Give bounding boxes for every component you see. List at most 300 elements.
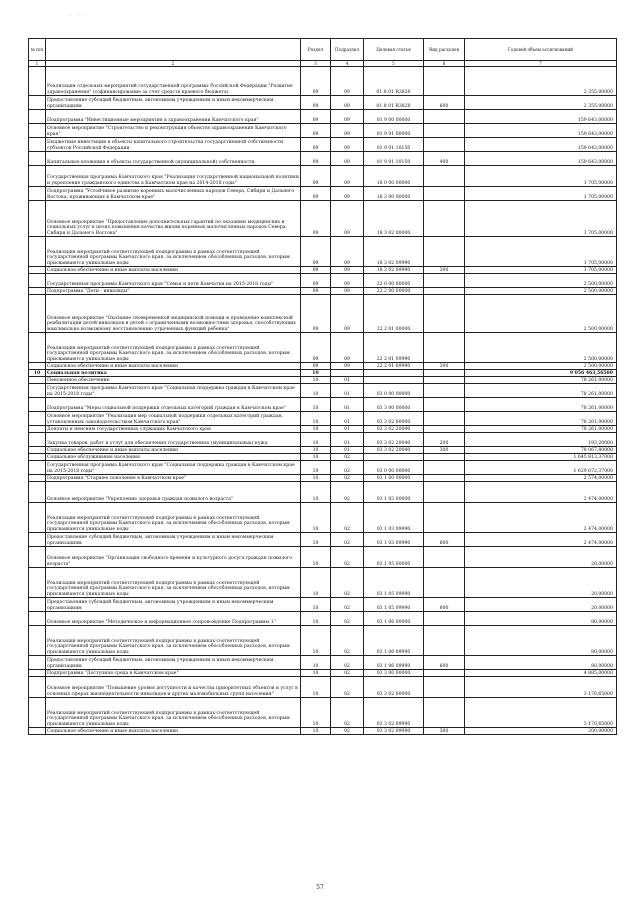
row-expense-type: 600	[424, 656, 465, 670]
row-amount: 2 500,00000	[465, 295, 617, 333]
table-row	[29, 295, 617, 333]
table-row	[29, 201, 617, 237]
row-razdel: 09	[301, 110, 331, 124]
row-razdel: 09	[301, 124, 331, 138]
row-amount: 78 261,00000	[465, 426, 617, 433]
row-number	[29, 138, 46, 152]
table-row	[29, 670, 617, 677]
header-index: 4	[331, 61, 364, 67]
row-podrazdel: 02	[331, 568, 364, 598]
row-amount: 20,00000	[465, 547, 617, 568]
row-podrazdel: 09	[331, 67, 364, 96]
row-amount: 2 474,00000	[465, 503, 617, 533]
table-row	[29, 96, 617, 110]
row-razdel: 09	[301, 288, 331, 295]
row-target-article: 22 2 01 09990	[364, 363, 424, 370]
row-target-article: 18 3 00 00000	[364, 187, 424, 201]
row-podrazdel: 09	[331, 124, 364, 138]
row-name: Капитальные вложения в объекты государственной (муниципальной) собственности	[46, 152, 301, 166]
row-razdel: 10	[301, 568, 331, 598]
row-name: Предоставление субсидий бюджетным, автономным учреждениям и иным некоммерческим организациям	[46, 533, 301, 547]
table-row	[29, 412, 617, 426]
table-row	[29, 482, 617, 503]
row-podrazdel: 09	[331, 110, 364, 124]
table-row	[29, 626, 617, 656]
page-number: 57	[316, 884, 324, 891]
table-row	[29, 677, 617, 698]
row-razdel: 09	[301, 96, 331, 110]
row-expense-type	[424, 475, 465, 482]
row-name: Закупка товаров, работ и услуг для обеспечения государственных (муниципальных) нужд	[46, 433, 301, 447]
row-podrazdel: 09	[331, 237, 364, 267]
row-expense-type	[424, 426, 465, 433]
row-name: Предоставление субсидий бюджетным, автономным учреждениям и иным некоммерческим организациям	[46, 598, 301, 612]
row-number	[29, 274, 46, 288]
header-index: 3	[301, 61, 331, 67]
row-target-article: 03 1 06 09990	[364, 626, 424, 656]
row-target-article	[364, 377, 424, 384]
row-name: Основное мероприятие "Реализация мер социальной поддержки отдельных категорий граждан, установленных законодательством Камчатского края"	[46, 412, 301, 426]
header-row	[29, 39, 617, 61]
row-target-article: 03 3 00 00000	[364, 670, 424, 677]
row-amount: 2 474,00000	[465, 533, 617, 547]
row-number	[29, 612, 46, 626]
row-target-article: 03 3 02 20040	[364, 433, 424, 447]
header-razdel: Раздел	[301, 39, 331, 61]
row-razdel: 09	[301, 363, 331, 370]
header-expense-type: Вид расходов	[424, 39, 465, 61]
row-razdel: 10	[301, 670, 331, 677]
row-amount: 1 705,00000	[465, 267, 617, 274]
row-amount: 2 500,00000	[465, 333, 617, 363]
row-expense-type	[424, 138, 465, 152]
row-podrazdel: 01	[331, 447, 364, 454]
row-podrazdel: 09	[331, 333, 364, 363]
row-number	[29, 384, 46, 398]
row-expense-type	[424, 295, 465, 333]
header-index: 1	[29, 61, 46, 67]
row-razdel: 09	[301, 187, 331, 201]
row-number	[29, 267, 46, 274]
row-number	[29, 288, 46, 295]
table-row	[29, 377, 617, 384]
row-number	[29, 187, 46, 201]
row-expense-type	[424, 398, 465, 412]
row-number	[29, 67, 46, 96]
row-expense-type: 600	[424, 96, 465, 110]
row-expense-type	[424, 333, 465, 363]
row-target-article	[364, 370, 424, 377]
row-amount: 2 500,00000	[465, 288, 617, 295]
row-name: Государственная программа Камчатского края "Реализация государственной национальной политики и укрепление гражданского единства в Камчатском крае на 2014-2018 годы"	[46, 166, 301, 187]
row-podrazdel: 01	[331, 377, 364, 384]
row-number	[29, 533, 46, 547]
table-row	[29, 384, 617, 398]
row-amount: 159 643,00000	[465, 138, 617, 152]
row-razdel: 09	[301, 295, 331, 333]
row-razdel: 10	[301, 656, 331, 670]
table-row	[29, 475, 617, 482]
row-name: Бюджетные инвестиции в объекты капитального строительства государственной собственности субъектов Российской Федерации	[46, 138, 301, 152]
table-row	[29, 454, 617, 461]
row-razdel: 10	[301, 698, 331, 728]
row-razdel: 10	[301, 412, 331, 426]
row-target-article: 03 3 02 00000	[364, 677, 424, 698]
table-row	[29, 547, 617, 568]
row-amount: 159 643,00000	[465, 110, 617, 124]
header-index: 7	[465, 61, 617, 67]
row-target-article: 01 9 01 00000	[364, 124, 424, 138]
row-target-article: 03 1 03 00000	[364, 482, 424, 503]
row-number	[29, 433, 46, 447]
row-number	[29, 677, 46, 698]
row-name: Основное мероприятие "Оказание своевременной медицинской помощи и проведение комплексной реабилитации детей-инвалидов и детей с ограниченными возможностями здоровья, способствующих максимально возможному восстановлению утраченных функций ребенка"	[46, 295, 301, 333]
row-razdel: 10	[301, 370, 331, 377]
row-name: Социальное обеспечение и иные выплаты населению	[46, 363, 301, 370]
row-razdel: 10	[301, 728, 331, 735]
row-number	[29, 656, 46, 670]
row-razdel: 10	[301, 433, 331, 447]
row-amount: 1 705,00000	[465, 187, 617, 201]
row-number	[29, 568, 46, 598]
row-amount: 78 067,80000	[465, 447, 617, 454]
row-razdel: 09	[301, 267, 331, 274]
row-razdel: 10	[301, 626, 331, 656]
row-podrazdel: 01	[331, 433, 364, 447]
row-amount: 3 170,65000	[465, 677, 617, 698]
row-razdel: 10	[301, 461, 331, 475]
row-target-article: 03 3 02 09990	[364, 728, 424, 735]
row-target-article: 22 2 01 00000	[364, 295, 424, 333]
row-podrazdel: 02	[331, 475, 364, 482]
row-podrazdel: 01	[331, 412, 364, 426]
row-amount: 1 705,00000	[465, 166, 617, 187]
row-razdel: 10	[301, 677, 331, 698]
row-amount: 80,00000	[465, 612, 617, 626]
row-amount: 2 474,00000	[465, 482, 617, 503]
row-expense-type	[424, 288, 465, 295]
row-target-article: 03 1 05 09990	[364, 598, 424, 612]
row-target-article: 03 3 00 00000	[364, 398, 424, 412]
row-podrazdel: 09	[331, 363, 364, 370]
row-podrazdel: 02	[331, 503, 364, 533]
row-expense-type	[424, 698, 465, 728]
row-podrazdel: 02	[331, 656, 364, 670]
row-name: Основное мероприятие "Методическое и информационное сопровождение Подпрограммы 1"	[46, 612, 301, 626]
table-row	[29, 166, 617, 187]
row-name: Основное мероприятие "Укрепление здоровья граждан пожилого возраста"	[46, 482, 301, 503]
row-expense-type	[424, 461, 465, 475]
row-target-article: 22 2 00 00000	[364, 288, 424, 295]
row-name: Реализация мероприятий соответствующей подпрограммы в рамках соответствующей государственной программы Камчатского края, за исключением обособленных расходов, которым присваиваются уникальные коды	[46, 626, 301, 656]
row-expense-type	[424, 237, 465, 267]
row-amount: 1 629 672,37000	[465, 461, 617, 475]
row-podrazdel: 01	[331, 384, 364, 398]
row-expense-type	[424, 612, 465, 626]
row-podrazdel: 02	[331, 482, 364, 503]
row-name: Государственная программа Камчатского края "Семья и дети Камчатки на 2015-2018 годы"	[46, 274, 301, 288]
row-target-article: 03 1 05 00000	[364, 547, 424, 568]
row-podrazdel: 02	[331, 698, 364, 728]
table-row	[29, 187, 617, 201]
table-row	[29, 533, 617, 547]
row-name: Подпрограмма "Инвестиционные мероприятия в здравоохранении Камчатского края"	[46, 110, 301, 124]
row-expense-type	[424, 166, 465, 187]
row-target-article: 01 8 01 R3820	[364, 67, 424, 96]
row-amount: 159 643,00000	[465, 152, 617, 166]
row-number	[29, 454, 46, 461]
row-number	[29, 110, 46, 124]
row-expense-type	[424, 412, 465, 426]
row-amount: 2 355,00000	[465, 96, 617, 110]
row-number	[29, 96, 46, 110]
row-name: Основное мероприятие "Строительство и реконструкция объектов здравоохранения Камчатского края"	[46, 124, 301, 138]
row-expense-type	[424, 677, 465, 698]
row-podrazdel: 09	[331, 201, 364, 237]
row-name: Социальная политика	[46, 370, 301, 377]
row-amount: 80,00000	[465, 626, 617, 656]
row-amount: 80,00000	[465, 656, 617, 670]
table-body	[29, 67, 617, 735]
row-expense-type	[424, 110, 465, 124]
row-number	[29, 626, 46, 656]
row-podrazdel: 09	[331, 166, 364, 187]
row-podrazdel: 09	[331, 96, 364, 110]
row-expense-type	[424, 482, 465, 503]
header-num: № п/п	[29, 39, 46, 61]
row-expense-type	[424, 670, 465, 677]
row-amount: 1 705,00000	[465, 201, 617, 237]
row-amount: 2 500,00000	[465, 363, 617, 370]
row-expense-type: 300	[424, 267, 465, 274]
row-expense-type	[424, 384, 465, 398]
row-podrazdel: 09	[331, 295, 364, 333]
row-number	[29, 412, 46, 426]
row-target-article: 18 3 02 09990	[364, 237, 424, 267]
row-expense-type: 600	[424, 598, 465, 612]
row-target-article: 03 1 03 09990	[364, 533, 424, 547]
row-razdel: 10	[301, 398, 331, 412]
row-razdel: 09	[301, 274, 331, 288]
row-razdel: 10	[301, 547, 331, 568]
row-name: Подпрограмма "Меры социальной поддержки отдельных категорий граждан в Камчатском крае"	[46, 398, 301, 412]
row-razdel: 10	[301, 384, 331, 398]
row-amount: 2 574,00000	[465, 475, 617, 482]
row-podrazdel: 02	[331, 547, 364, 568]
row-name: Государственная программа Камчатского края "Социальная поддержка граждан в Камчатском крае на 2015-2018 годы"	[46, 384, 301, 398]
row-expense-type	[424, 274, 465, 288]
row-target-article: 03 3 02 20040	[364, 426, 424, 433]
row-number	[29, 237, 46, 267]
row-target-article: 01 9 00 00000	[364, 110, 424, 124]
row-target-article: 18 3 02 09990	[364, 267, 424, 274]
row-name: Доплаты к пенсиям государственных служащих Камчатского края	[46, 426, 301, 433]
row-expense-type: 200	[424, 433, 465, 447]
row-expense-type: 300	[424, 728, 465, 735]
row-amount: 78 261,00000	[465, 412, 617, 426]
row-target-article: 03 3 02 20040	[364, 447, 424, 454]
row-razdel: 09	[301, 138, 331, 152]
row-podrazdel: 02	[331, 728, 364, 735]
row-target-article	[364, 454, 424, 461]
row-name: Реализация мероприятий соответствующей подпрограммы в рамках соответствующей государственной программы Камчатского края, за исключением обособленных расходов, которым присваиваются уникальные коды	[46, 237, 301, 267]
row-number	[29, 398, 46, 412]
row-number	[29, 503, 46, 533]
row-name: Социальное обеспечение и иные выплаты населению	[46, 267, 301, 274]
row-podrazdel: 02	[331, 533, 364, 547]
row-podrazdel	[331, 370, 364, 377]
table-row	[29, 568, 617, 598]
row-razdel: 10	[301, 612, 331, 626]
table-row	[29, 110, 617, 124]
row-name: Социальное обеспечение и иные выплаты населению	[46, 447, 301, 454]
row-razdel: 09	[301, 237, 331, 267]
table-row	[29, 698, 617, 728]
row-podrazdel: 09	[331, 288, 364, 295]
row-razdel: 10	[301, 377, 331, 384]
row-expense-type	[424, 124, 465, 138]
row-razdel: 10	[301, 482, 331, 503]
table-row	[29, 237, 617, 267]
row-expense-type	[424, 377, 465, 384]
table-row	[29, 363, 617, 370]
row-amount: 78 261,00000	[465, 377, 617, 384]
header-target-article: Целевая статья	[364, 39, 424, 61]
table-row	[29, 288, 617, 295]
row-podrazdel: 01	[331, 426, 364, 433]
table-row	[29, 728, 617, 735]
row-number	[29, 547, 46, 568]
table-row	[29, 333, 617, 363]
row-number	[29, 295, 46, 333]
row-name: Предоставление субсидий бюджетным, автономным учреждениям и иным некоммерческим организациям	[46, 96, 301, 110]
row-name: Основное мероприятие "Организация свободного времени и культурного досуга граждан пожилого возраста"	[46, 547, 301, 568]
budget-table-container	[28, 38, 616, 735]
row-target-article: 03 3 02 00000	[364, 412, 424, 426]
row-podrazdel: 09	[331, 187, 364, 201]
row-name: Подпрограмма "Дети - инвалиды"	[46, 288, 301, 295]
table-row	[29, 612, 617, 626]
table-row	[29, 433, 617, 447]
table-header	[29, 39, 617, 67]
table-row	[29, 426, 617, 433]
row-amount: 159 643,00000	[465, 124, 617, 138]
row-amount: 193,20000	[465, 433, 617, 447]
row-expense-type: 600	[424, 533, 465, 547]
row-amount: 20,00000	[465, 568, 617, 598]
table-row	[29, 398, 617, 412]
row-name: Государственная программа Камчатского края "Социальная поддержка граждан в Камчатском крае на 2015-2018 годы"	[46, 461, 301, 475]
row-expense-type	[424, 370, 465, 377]
row-razdel: 09	[301, 166, 331, 187]
row-number	[29, 475, 46, 482]
row-podrazdel: 02	[331, 598, 364, 612]
row-target-article: 03 1 05 09990	[364, 568, 424, 598]
row-amount: 2 500,00000	[465, 274, 617, 288]
row-number	[29, 426, 46, 433]
row-number	[29, 201, 46, 237]
row-amount: 1 645 813,37000	[465, 454, 617, 461]
row-number	[29, 124, 46, 138]
row-number	[29, 166, 46, 187]
row-name: Подпрограмма "Старшее поколение в Камчатском крае"	[46, 475, 301, 482]
header-name	[46, 39, 301, 61]
row-expense-type	[424, 547, 465, 568]
row-podrazdel: 02	[331, 461, 364, 475]
row-target-article: 03 1 06 09990	[364, 656, 424, 670]
row-amount: 9 056 463,56580	[465, 370, 617, 377]
row-podrazdel: 02	[331, 670, 364, 677]
row-podrazdel: 09	[331, 152, 364, 166]
row-podrazdel: 02	[331, 454, 364, 461]
row-razdel: 10	[301, 503, 331, 533]
table-row	[29, 138, 617, 152]
row-razdel: 10	[301, 598, 331, 612]
row-name: Реализация мероприятий соответствующей подпрограммы в рамках соответствующей государственной программы Камчатского края, за исключением обособленных расходов, которым присваиваются уникальные коды	[46, 568, 301, 598]
row-name: Основное мероприятие "Повышение уровня доступности и качества приоритетных объектов и услуг в основных сферах жизнедеятельности инвалидов и других маломобильных групп населения"	[46, 677, 301, 698]
row-amount: 1 705,00000	[465, 237, 617, 267]
row-expense-type	[424, 568, 465, 598]
table-row	[29, 461, 617, 475]
scan-artifact: . . .	[70, 12, 88, 18]
row-razdel: 09	[301, 152, 331, 166]
row-expense-type	[424, 67, 465, 96]
row-razdel: 10	[301, 426, 331, 433]
row-podrazdel: 02	[331, 677, 364, 698]
row-expense-type: 400	[424, 152, 465, 166]
row-razdel: 10	[301, 454, 331, 461]
row-target-article: 03 1 06 00000	[364, 612, 424, 626]
row-number	[29, 698, 46, 728]
row-target-article: 03 3 02 09990	[364, 698, 424, 728]
table-row	[29, 503, 617, 533]
row-amount: 78 261,00000	[465, 398, 617, 412]
row-target-article: 03 1 03 09990	[364, 503, 424, 533]
header-podrazdel: Подраздел	[331, 39, 364, 61]
row-expense-type: 300	[424, 363, 465, 370]
header-annual-amount: Годовой объем ассигнований	[465, 39, 617, 61]
row-expense-type	[424, 626, 465, 656]
row-number	[29, 728, 46, 735]
row-expense-type	[424, 201, 465, 237]
table-row	[29, 124, 617, 138]
row-name: Реализация мероприятий соответствующей подпрограммы в рамках соответствующей государственной программы Камчатского края, за исключением обособленных расходов, которым присваиваются уникальные коды	[46, 333, 301, 363]
row-amount: 3 170,65000	[465, 698, 617, 728]
row-razdel: 10	[301, 447, 331, 454]
row-expense-type: 300	[424, 447, 465, 454]
row-name: Подпрограмма "Доступная среда в Камчатском крае"	[46, 670, 301, 677]
row-amount: 4 885,00000	[465, 670, 617, 677]
row-amount: 200,00000	[465, 728, 617, 735]
row-amount: 78 261,00000	[465, 384, 617, 398]
table-row	[29, 598, 617, 612]
row-razdel: 10	[301, 533, 331, 547]
table-row	[29, 656, 617, 670]
row-name: Пенсионное обеспечение	[46, 377, 301, 384]
row-name: Основное мероприятие "Предоставление дополнительных гарантий по оказанию медицинских и социальных услуг в целях повышения качества жизни коренных малочисленных народов Севера, Сибири и Дальнего Востока"	[46, 201, 301, 237]
row-number: 10	[29, 370, 46, 377]
table-row	[29, 67, 617, 96]
row-podrazdel: 02	[331, 612, 364, 626]
budget-table	[28, 38, 617, 735]
row-name: Социальное обеспечение и иные выплаты населению	[46, 728, 301, 735]
header-index: 6	[424, 61, 465, 67]
header-index: 2	[46, 61, 301, 67]
row-number	[29, 598, 46, 612]
table-row	[29, 267, 617, 274]
row-number	[29, 670, 46, 677]
row-target-article: 22 2 01 09990	[364, 333, 424, 363]
